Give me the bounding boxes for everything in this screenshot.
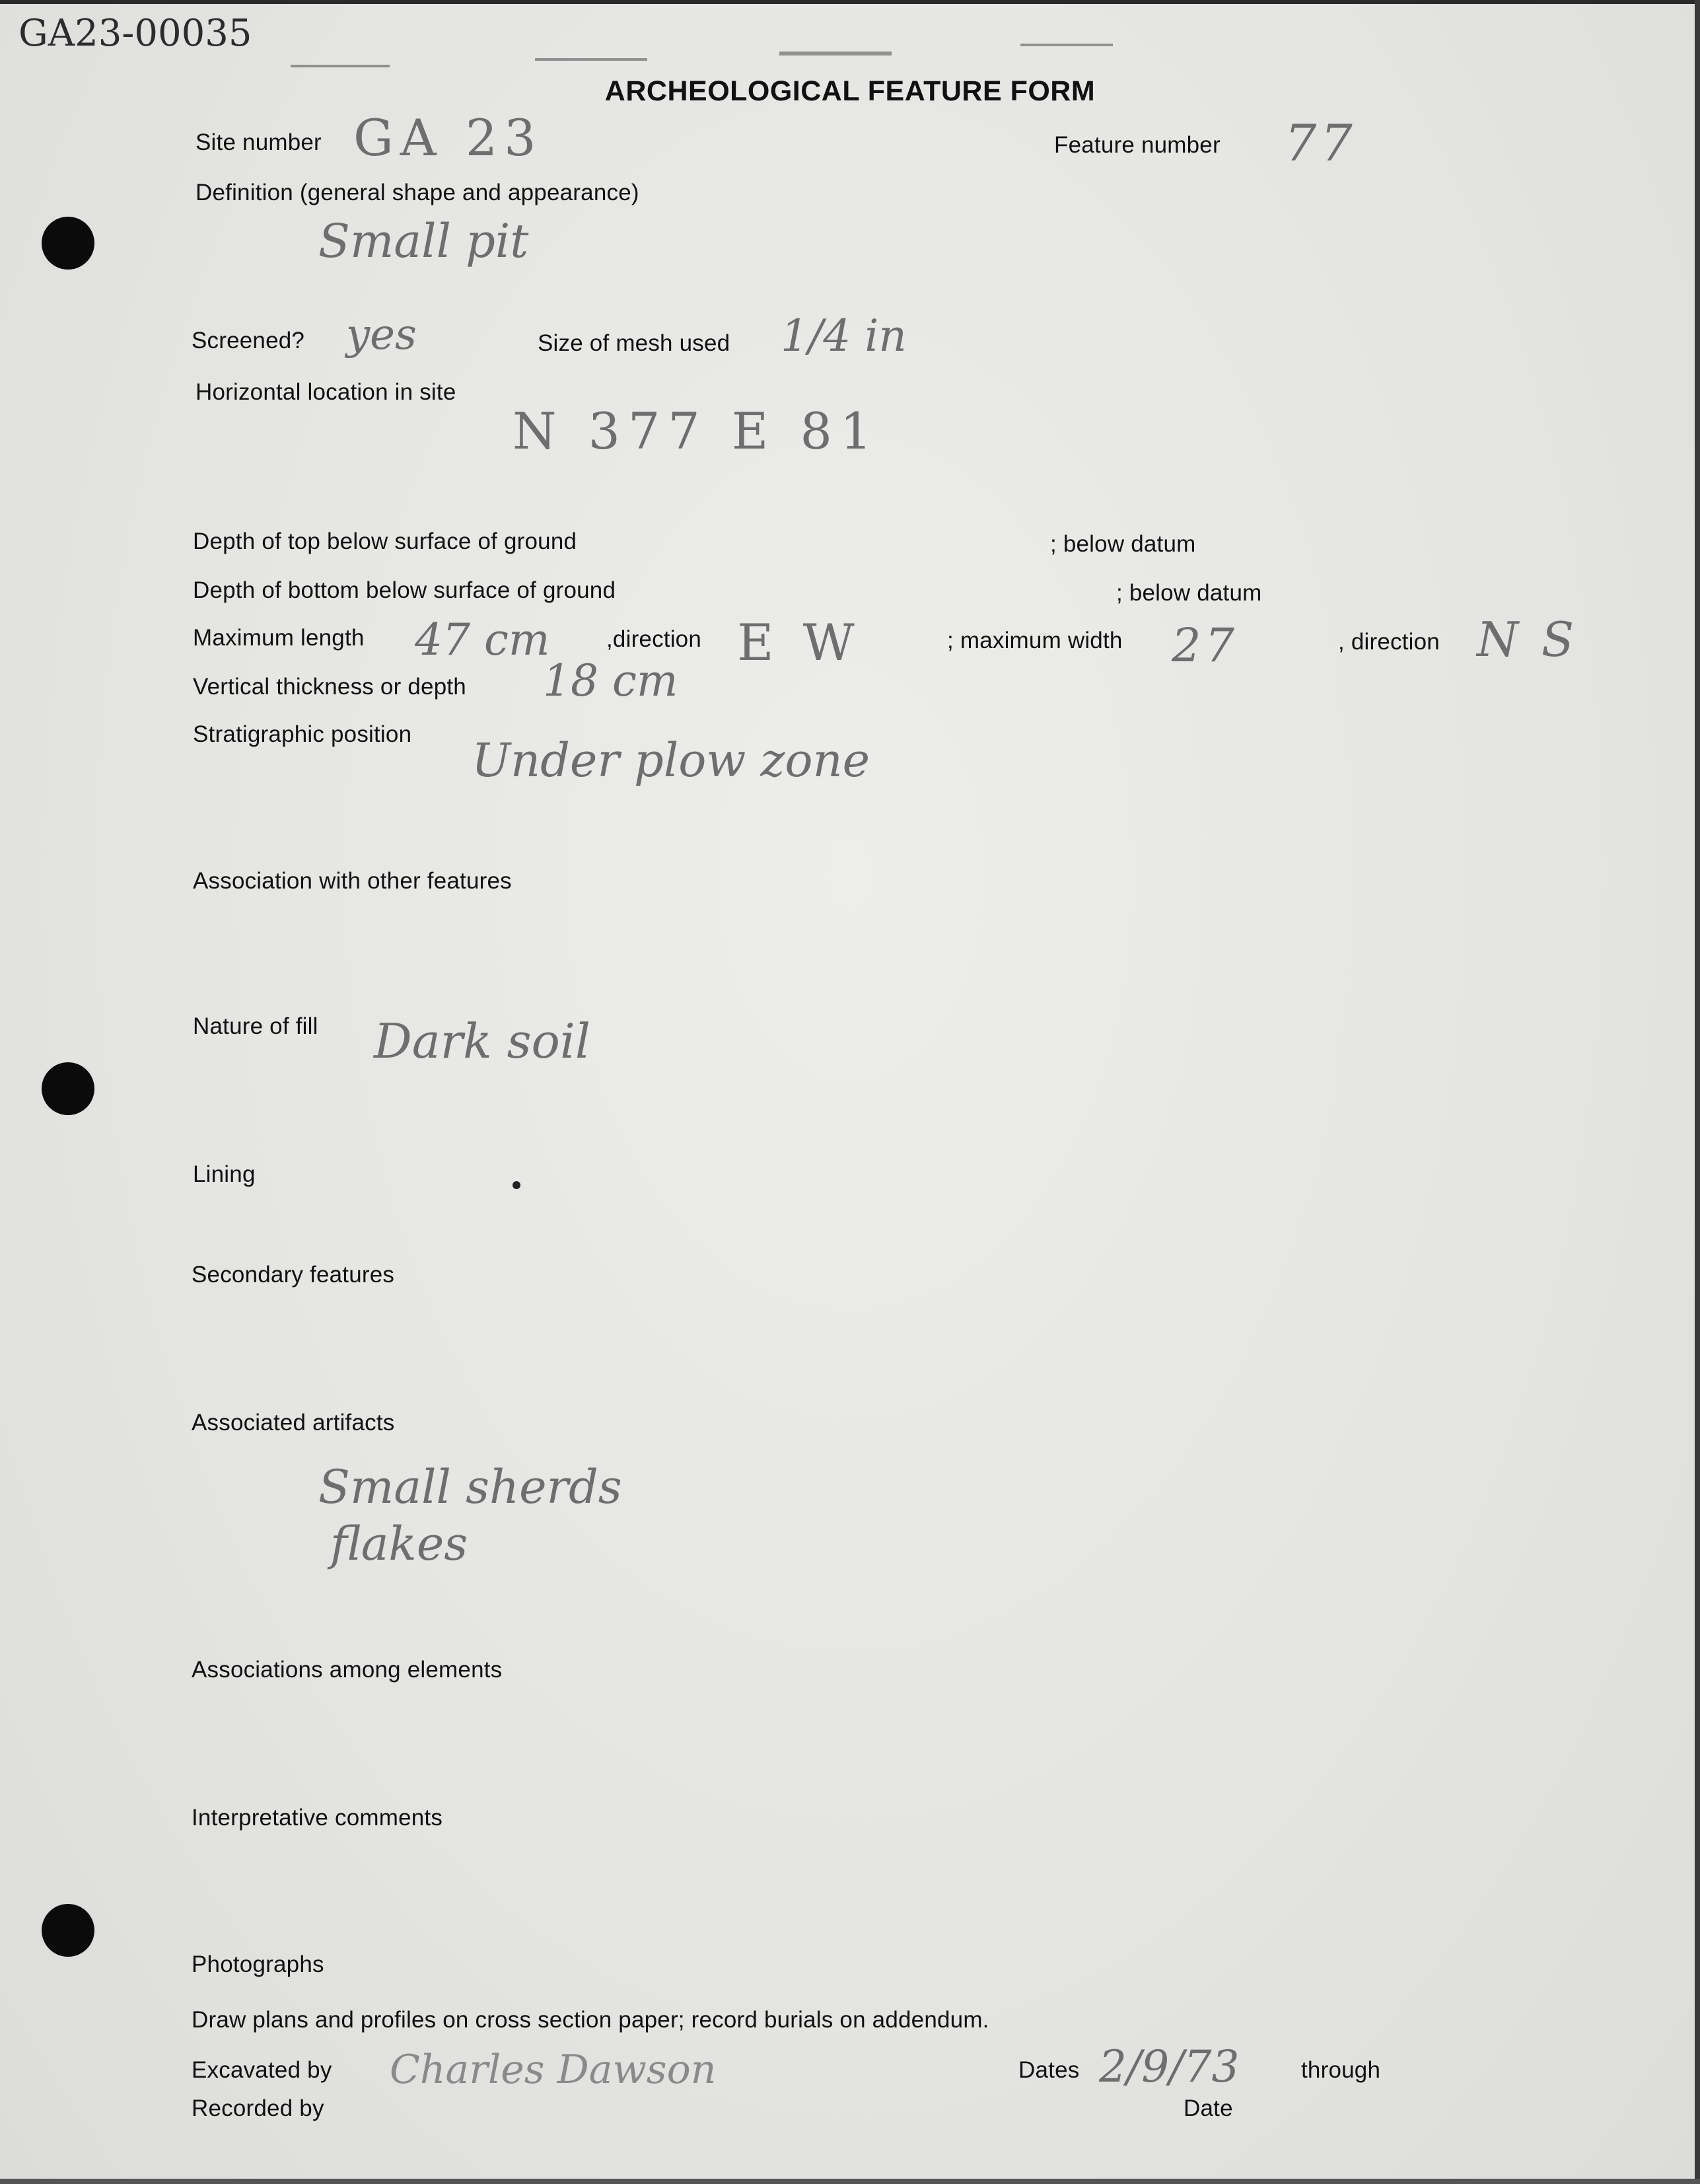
max-width-value: 27 [1172, 618, 1239, 673]
document-id: GA23-00035 [18, 12, 252, 55]
scan-edge-top [0, 0, 1700, 4]
stratigraphic-position-label: Stratigraphic position [193, 721, 412, 747]
dates-label: Dates [1018, 2057, 1080, 2083]
punch-hole-bottom [42, 1904, 94, 1957]
feature-number-label: Feature number [1054, 132, 1221, 158]
dates-value: 2/9/73 [1099, 2041, 1240, 2092]
site-number-value: GA 23 [353, 108, 543, 167]
feature-number-value: 77 [1285, 114, 1357, 172]
length-direction-value: E W [737, 613, 861, 672]
lining-label: Lining [193, 1161, 256, 1187]
secondary-features-label: Secondary features [192, 1262, 395, 1288]
excavated-by-label: Excavated by [192, 2057, 332, 2083]
scan-mark [1020, 44, 1113, 46]
horizontal-location-label: Horizontal location in site [195, 379, 456, 405]
punch-hole-middle [42, 1062, 94, 1115]
associated-artifacts-label: Associated artifacts [192, 1410, 395, 1436]
form-title: ARCHEOLOGICAL FEATURE FORM [604, 75, 1096, 107]
associations-elements-label: Associations among elements [192, 1657, 503, 1683]
width-direction-label: , direction [1338, 629, 1440, 655]
mesh-size-label: Size of mesh used [538, 330, 730, 356]
max-length-label: Maximum length [193, 625, 365, 651]
nature-of-fill-label: Nature of fill [193, 1013, 318, 1039]
screened-label: Screened? [192, 328, 305, 353]
interpretative-comments-label: Interpretative comments [192, 1805, 443, 1831]
scan-mark [535, 58, 647, 61]
photographs-label: Photographs [192, 1951, 324, 1977]
depth-bottom-datum-label: ; below datum [1116, 580, 1262, 606]
mesh-size-value: 1/4 in [781, 310, 907, 361]
associated-artifacts-value-line1: Small sherds [318, 1460, 622, 1514]
instructions-text: Draw plans and profiles on cross section paper; record burials on addendum. [192, 2007, 989, 2033]
length-direction-label: ,direction [606, 626, 702, 652]
depth-top-datum-label: ; below datum [1050, 531, 1196, 557]
width-direction-value: N S [1477, 612, 1578, 667]
association-features-label: Association with other features [193, 868, 512, 894]
vertical-thickness-label: Vertical thickness or depth [193, 674, 466, 700]
max-length-value: 47 cm [415, 614, 550, 665]
scan-edge-bottom [0, 2179, 1700, 2184]
ink-dot [513, 1181, 520, 1189]
screened-value: yes [346, 310, 417, 359]
site-number-label: Site number [195, 129, 322, 155]
scan-mark [291, 65, 390, 67]
definition-value: Small pit [318, 214, 529, 268]
stratigraphic-position-value: Under plow zone [472, 733, 870, 787]
depth-top-label: Depth of top below surface of ground [193, 528, 577, 554]
horizontal-location-value: N 377 E 81 [513, 402, 880, 460]
date-label: Date [1184, 2095, 1233, 2121]
associated-artifacts-value-line2: flakes [330, 1517, 468, 1571]
max-width-label: ; maximum width [947, 628, 1123, 653]
nature-of-fill-value: Dark soil [374, 1013, 590, 1069]
scan-edge-right [1695, 0, 1700, 2184]
depth-bottom-label: Depth of bottom below surface of ground [193, 577, 616, 603]
recorded-by-label: Recorded by [192, 2095, 324, 2121]
through-label: through [1301, 2057, 1381, 2083]
scan-mark [779, 52, 892, 55]
definition-label: Definition (general shape and appearance) [195, 180, 639, 205]
vertical-thickness-value: 18 cm [543, 655, 678, 706]
punch-hole-top [42, 217, 94, 270]
excavated-by-value: Charles Dawson [390, 2047, 717, 2093]
